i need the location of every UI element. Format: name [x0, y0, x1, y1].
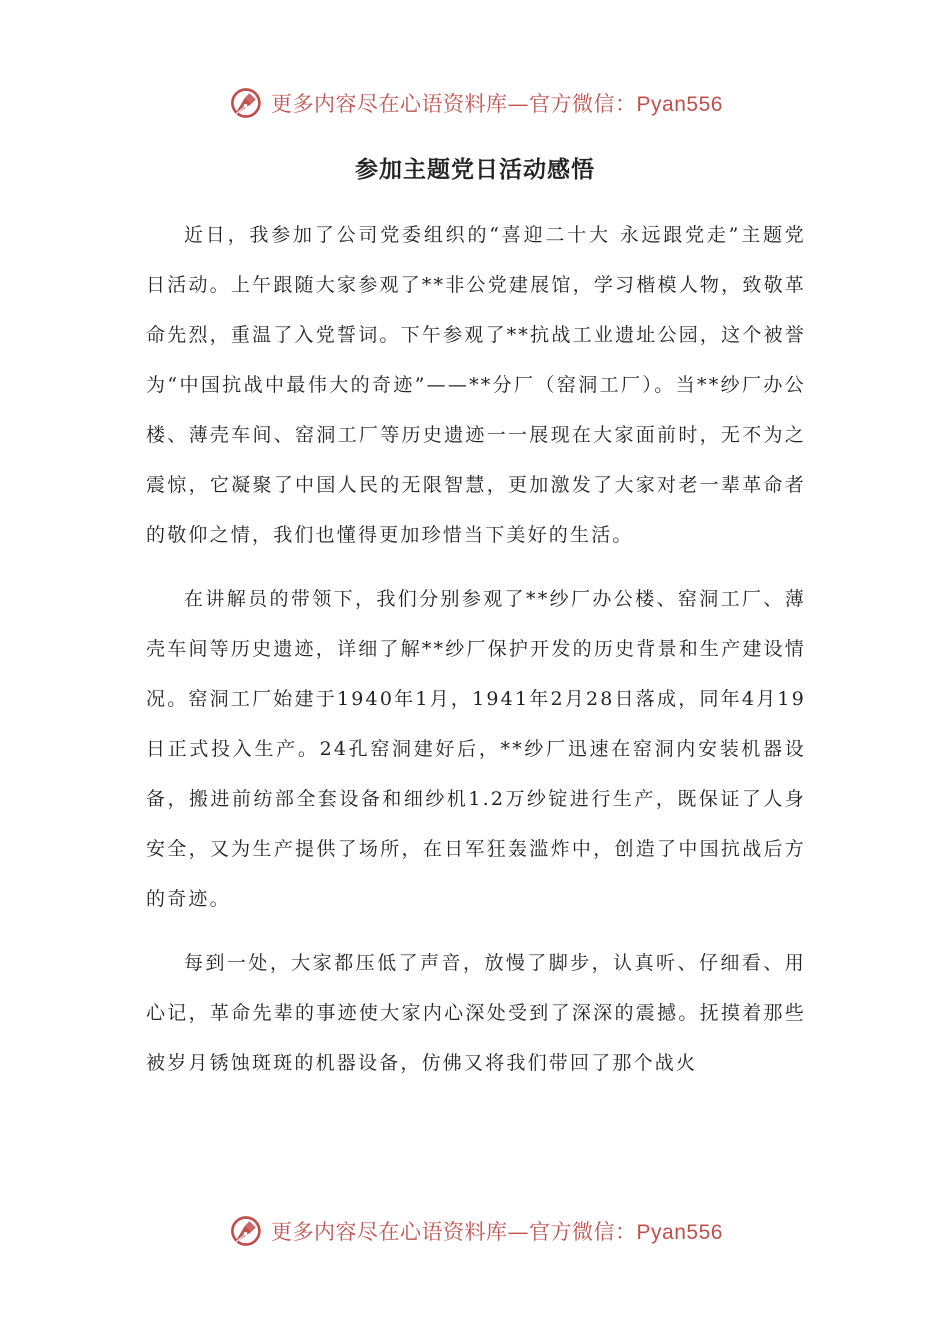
banner-label: 更多内容尽在心语资料库—官方微信： — [271, 1220, 637, 1244]
paragraph: 近日，我参加了公司党委组织的“喜迎二十大 永远跟党走”主题党日活动。上午跟随大家参观了**非公党建展馆，学习楷模人物，致敬革命先烈，重温了入党誓词。下午参观了**抗战工业遗址公园，这个被誉为“中国抗战中最伟大的奇迹”——**分厂（窑洞工厂）。当**纱厂办公楼、薄壳车间、窑洞工厂等历史遗迹一一展现在大家面前时，无不为之震惊，它凝聚了中国人民的无限智慧，更加激发了大家对老一辈革命者的敬仰之情，我们也懂得更加珍惜当下美好的生活。 — [146, 224, 806, 546]
banner-text — [271, 88, 723, 118]
banner-wechat-id: Pyan556 — [636, 1221, 723, 1244]
document-title: 参加主题党日活动感悟 — [355, 157, 595, 183]
banner-label: 更多内容尽在心语资料库—官方微信： — [271, 92, 637, 116]
footer-banner — [0, 1211, 950, 1251]
document-body — [146, 210, 806, 1102]
banner-text — [271, 1216, 723, 1246]
pen-nib-logo-icon — [227, 1213, 263, 1249]
banner-wechat-id: Pyan556 — [636, 93, 723, 116]
pen-nib-logo-icon — [227, 85, 263, 121]
header-banner — [0, 83, 950, 123]
paragraph: 在讲解员的带领下，我们分别参观了**纱厂办公楼、窑洞工厂、薄壳车间等历史遗迹，详细了解**纱厂保护开发的历史背景和生产建设情况。窑洞工厂始建于1940年1月，1941年2月28日落成，同年4月19日正式投入生产。24孔窑洞建好后，**纱厂迅速在窑洞内安装机器设备，搬进前纺部全套设备和细纱机1.2万纱锭进行生产，既保证了人身安全，又为生产提供了场所，在日军狂轰滥炸中，创造了中国抗战后方的奇迹。 — [146, 588, 806, 910]
paragraph: 每到一处，大家都压低了声音，放慢了脚步，认真听、仔细看、用心记，革命先辈的事迹使大家内心深处受到了深深的震撼。抚摸着那些被岁月锈蚀斑斑的机器设备，仿佛又将我们带回了那个战火 — [146, 952, 806, 1074]
